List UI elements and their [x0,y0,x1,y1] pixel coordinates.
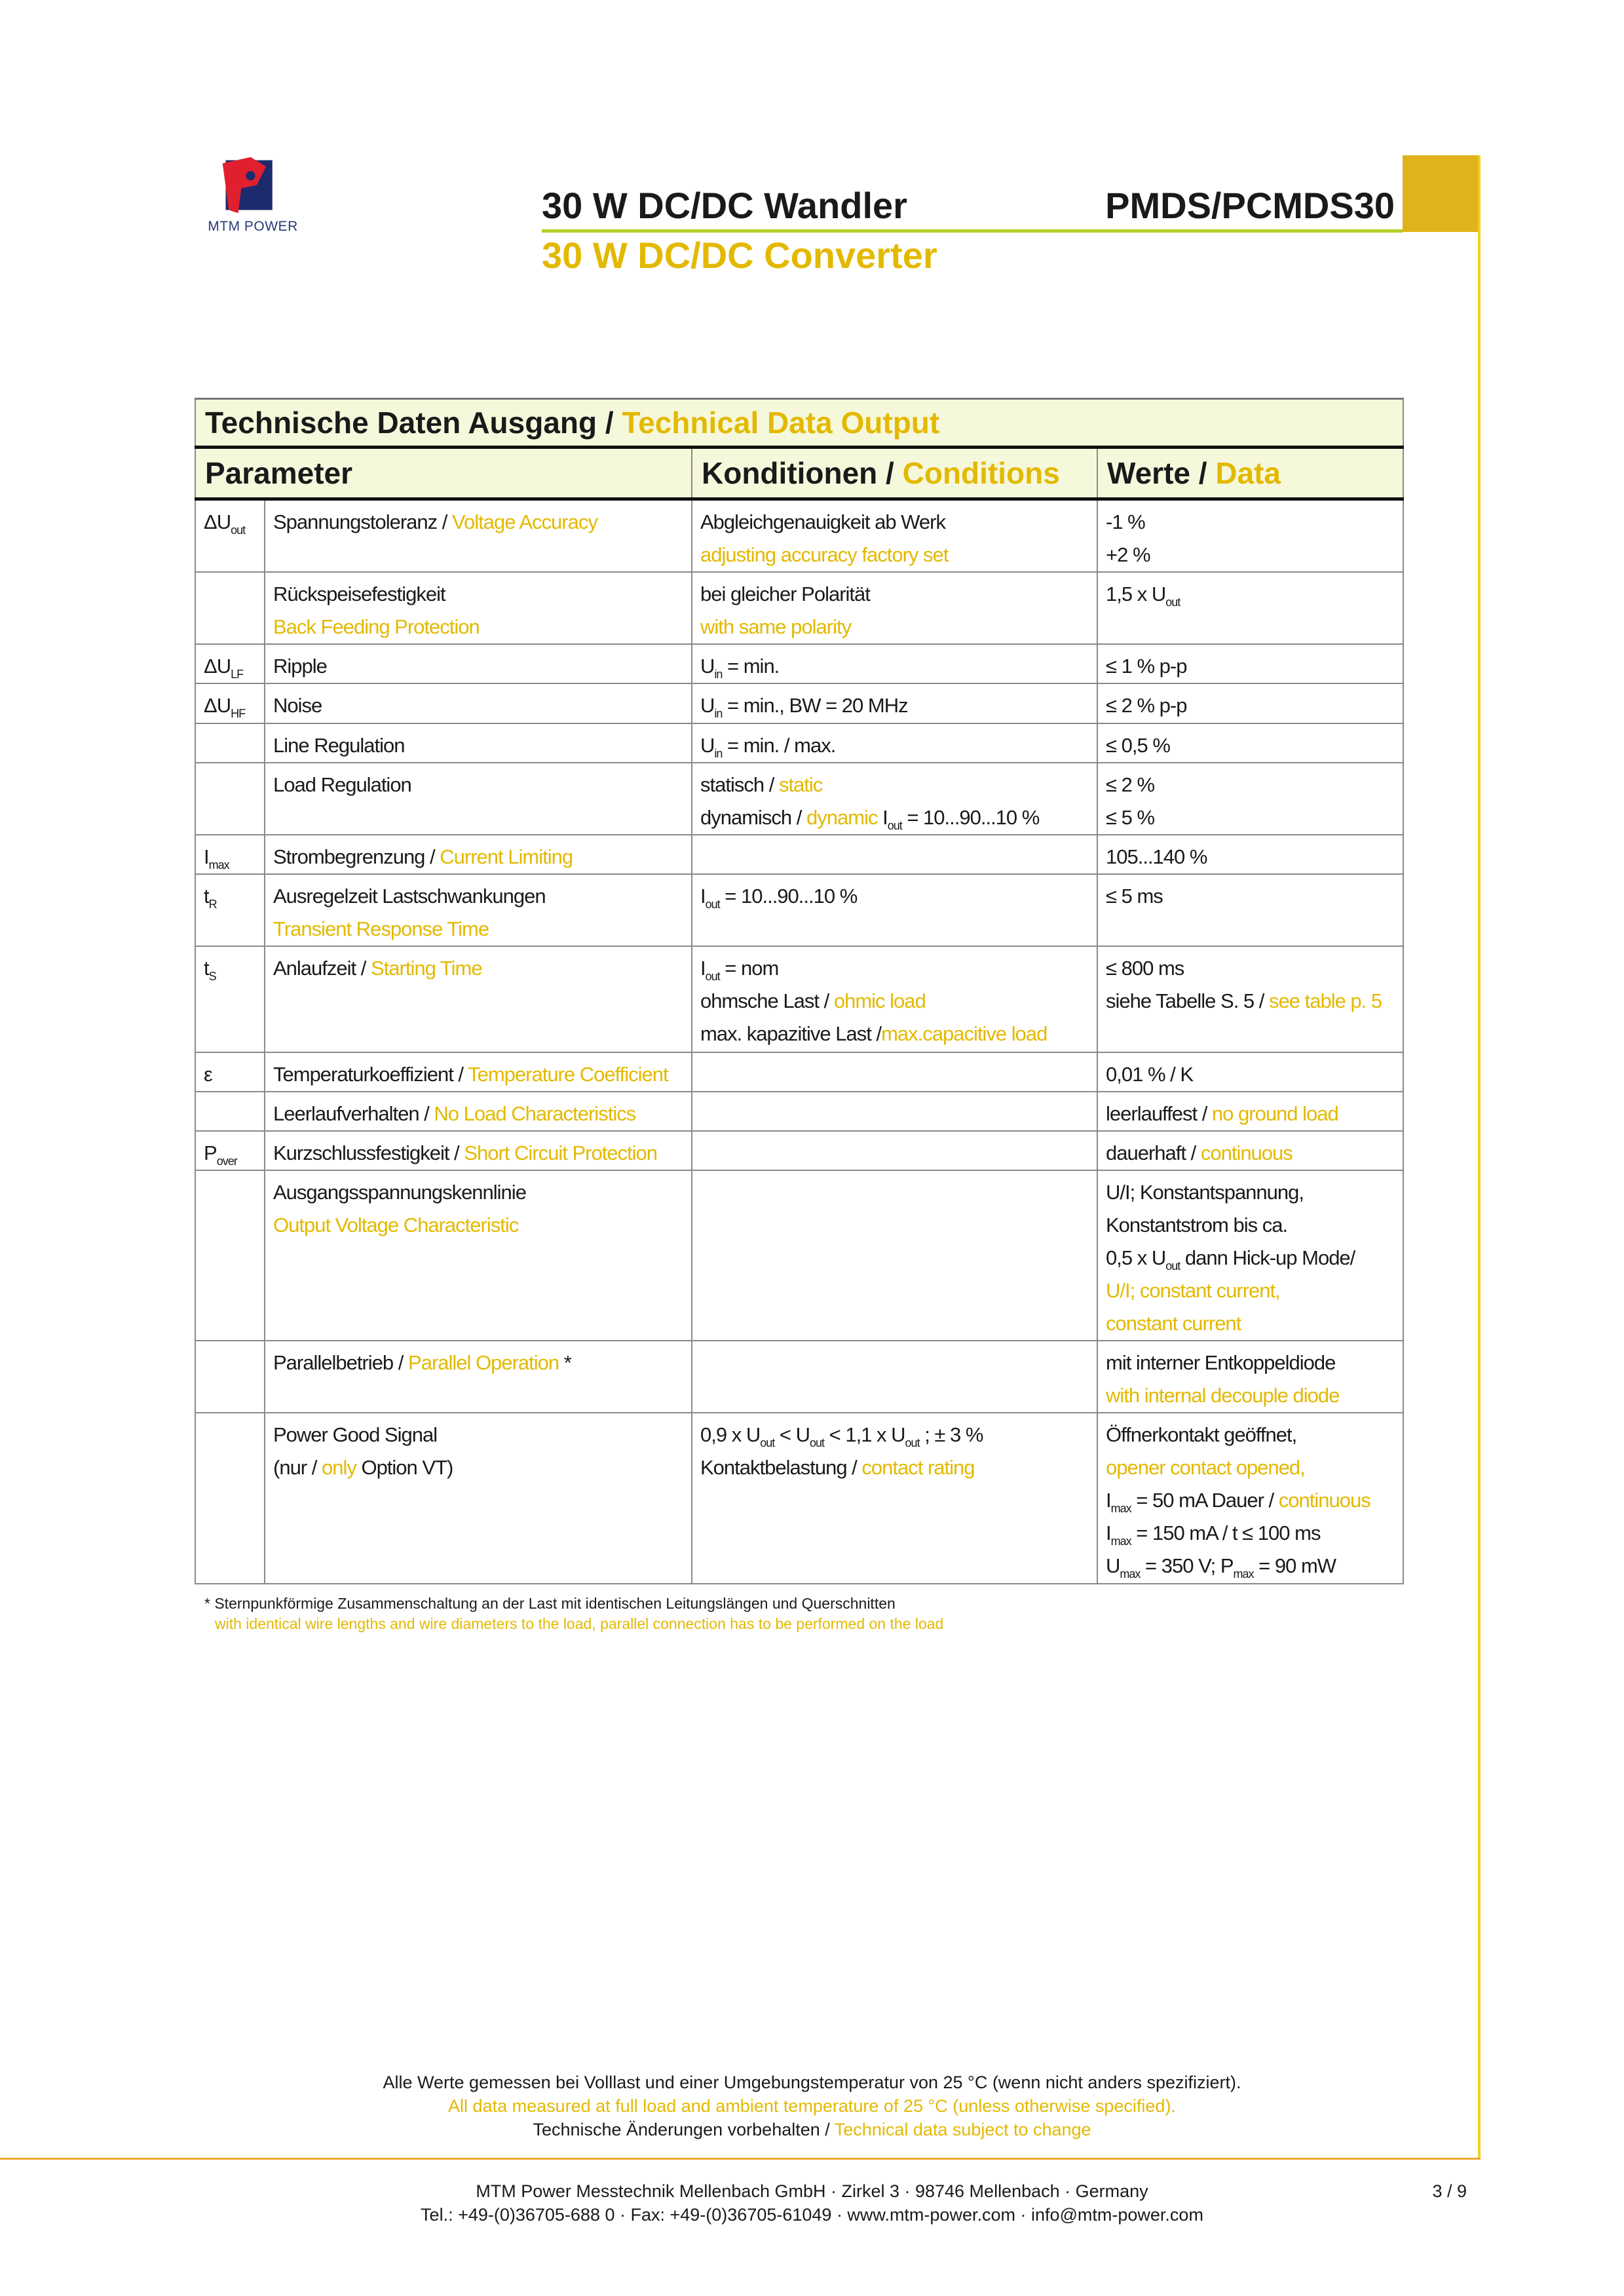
text: I [700,957,706,980]
text: Noise [273,694,322,717]
corner-accent-block [1403,155,1479,232]
cell-line [700,1451,1089,1484]
text: ≤ 2 % p-p [1106,694,1187,717]
cell-line [273,506,683,539]
subscript: out [705,970,720,983]
value-cell [1097,499,1403,573]
text: Temperaturkoeffizient / [273,1063,468,1086]
text: I [1106,1521,1111,1544]
text: Parallelbetrieb / [273,1351,409,1374]
cell-line [273,1451,683,1484]
text: ΔU [204,510,231,533]
subscript: max [208,858,229,871]
company-address [0,2179,1624,2227]
cell-line [273,611,683,643]
subscript: R [208,898,217,911]
symbol-cell [195,644,265,683]
title-german: 30 W DC/DC Wandler [542,185,907,226]
text: I [700,885,706,908]
text: 0,9 x U [700,1423,761,1446]
cell-line [1106,769,1395,801]
conditions-cell [692,763,1097,835]
value-cell [1097,644,1403,683]
text: Load Regulation [273,773,411,796]
text: = 50 mA Dauer / [1131,1489,1279,1512]
cell-line [1106,1484,1395,1517]
text: bei gleicher Polarität [700,583,870,605]
text: I [1106,1489,1111,1512]
cell-line [273,952,683,985]
text: max. kapazitive Last / [700,1022,882,1045]
parameter-cell [265,723,692,763]
english-text: with same polarity [700,615,852,638]
column-header [195,448,692,499]
cell-line [1106,539,1395,571]
table-row [195,723,1403,763]
english-text: opener contact opened, [1106,1456,1305,1479]
cell-line [1106,1379,1395,1412]
text: leerlauffest / [1106,1102,1212,1125]
technical-data-output-table [195,398,1404,1584]
english-text: Voltage Accuracy [452,510,597,533]
cell-line [700,729,1089,762]
english-text: Transient Response Time [273,917,489,940]
cell-line [700,578,1089,611]
text: Technische Daten Ausgang / [205,406,622,440]
cell-line [1106,689,1395,722]
title-english: 30 W DC/DC Converter [542,235,937,276]
text: Öffnerkontakt geöffnet, [1106,1423,1297,1446]
cell-line [1106,729,1395,762]
cell-line [273,729,683,762]
footer-notes [0,2071,1624,2141]
parameter-cell [265,946,692,1052]
text: +2 % [1106,543,1150,566]
text: = 10...90...10 % [719,885,858,908]
column-header [692,448,1097,499]
table-row [195,1052,1403,1092]
cell-line [700,985,1089,1018]
english-text: Short Circuit Protection [464,1141,658,1164]
value-cell [1097,1092,1403,1131]
subscript: out [1165,596,1180,609]
text: siehe Tabelle S. 5 / [1106,989,1269,1012]
symbol-cell [195,1341,265,1413]
text: ohmsche Last / [700,989,834,1012]
cell-line [700,769,1089,801]
text: dann Hick-up Mode/ [1180,1246,1355,1269]
text: ≤ 5 ms [1106,885,1163,908]
text: -1 % [1106,510,1145,533]
text: ≤ 5 % [1106,806,1155,829]
cell-line [273,1137,683,1170]
subscript: in [714,747,723,760]
text: Konstantstrom bis ca. [1106,1214,1288,1236]
table-section [195,398,1403,1634]
table-row [195,683,1403,723]
text: statisch / [700,773,779,796]
subscript: out [887,819,902,832]
english-text: Back Feeding Protection [273,615,480,638]
conditions-cell [692,683,1097,723]
value-cell [1097,1413,1403,1584]
text: * [559,1351,571,1374]
subscript: out [809,1436,824,1449]
symbol-cell [195,723,265,763]
conditions-cell [692,1170,1097,1341]
cell-line [700,611,1089,643]
text: U [700,655,715,678]
symbol-cell [195,946,265,1052]
english-text: Technical Data Output [622,406,940,440]
subscript: max [1110,1502,1131,1515]
text: Konditionen / [702,456,903,490]
value-cell [1097,683,1403,723]
footer-note-german: Alle Werte gemessen bei Volllast und einer Umgebungstemperatur von 25 °C (wenn nicht anders spezifiziert). [383,2073,1241,2092]
cell-line [273,841,683,873]
conditions-cell [692,1092,1097,1131]
text: = 10...90...10 % [901,806,1040,829]
parameter-cell [265,644,692,683]
table-row [195,1131,1403,1170]
footnote [195,1594,1403,1634]
parameter-cell [265,1052,692,1092]
english-text: Parallel Operation [408,1351,559,1374]
changes-note-english: Technical data subject to change [834,2120,1091,2139]
parameter-cell [265,763,692,835]
text: Kurzschlussfestigkeit / [273,1141,464,1164]
symbol-cell [195,763,265,835]
cell-line [273,769,683,801]
english-text: max.capacitive load [881,1022,1048,1045]
text: Ausgangsspannungskennlinie [273,1181,526,1204]
english-text: no ground load [1211,1102,1338,1125]
cell-line [700,506,1089,539]
symbol-cell [195,1052,265,1092]
subscript: out [705,898,720,911]
english-text: ohmic load [833,989,926,1012]
subscript: out [231,524,246,537]
text: Rückspeisefestigkeit [273,583,445,605]
cell-line [700,689,1089,722]
english-text: Current Limiting [440,845,573,868]
address-line: MTM Power Messtechnik Mellenbach GmbH · Zirkel 3 · 98746 Mellenbach · Germany [476,2181,1148,2201]
cell-line [1106,578,1395,611]
value-cell [1097,723,1403,763]
title-divider [542,229,1403,233]
english-text: static [778,773,823,796]
text: Power Good Signal [273,1423,438,1446]
subscript: S [208,970,216,983]
text: ≤ 0,5 % [1106,734,1170,757]
parameter-cell [265,1170,692,1341]
parameter-cell [265,1413,692,1584]
cell-line [273,913,683,946]
cell-line [273,1098,683,1130]
value-cell [1097,1170,1403,1341]
text: t [204,885,209,908]
text: Leerlaufverhalten / [273,1102,434,1125]
cell-line [1106,801,1395,834]
conditions-cell [692,644,1097,683]
text: ≤ 2 % [1106,773,1155,796]
cell-line [273,689,683,722]
text: < U [774,1423,810,1446]
contact-line: Tel.: +49-(0)36705-688 0 · Fax: +49-(0)36705-61049 · www.mtm-power.com · info@mtm-power.com [421,2205,1203,2225]
page-number: 3 / 9 [1432,2181,1467,2201]
text: Werte / [1107,456,1216,490]
cell-line [1106,1550,1395,1582]
subscript: in [714,707,723,720]
table-row [195,763,1403,835]
cell-line [1106,506,1395,539]
model-number: PMDS/PCMDS30 [1105,185,1395,226]
cell-line [1106,1347,1395,1379]
text: I [204,845,209,868]
english-text: Output Voltage Characteristic [273,1214,519,1236]
symbol-cell [195,835,265,874]
text: P [204,1141,217,1164]
value-cell [1097,572,1403,644]
cell-line [1106,1209,1395,1242]
conditions-cell [692,874,1097,946]
text: = min., BW = 20 MHz [722,694,908,717]
cell-line [1106,985,1395,1018]
text: Ausregelzeit Lastschwankungen [273,885,546,908]
conditions-cell [692,1413,1097,1584]
cell-line [1106,650,1395,683]
text: Strombegrenzung / [273,845,440,868]
subscript: max [1233,1567,1254,1580]
table-row [195,499,1403,573]
table-row [195,874,1403,946]
parameter-cell [265,1092,692,1131]
cell-line [1106,1058,1395,1091]
text: Anlaufzeit / [273,957,371,980]
page-border-bottom [0,2158,1481,2160]
table-row [195,1413,1403,1584]
parameter-cell [265,1341,692,1413]
text: U [1106,1554,1120,1577]
cell-line [1106,1176,1395,1209]
page-border-right [1478,155,1481,2159]
english-text: continuous [1278,1489,1370,1512]
cell-line [1106,880,1395,913]
parameter-cell [265,499,692,573]
text: U [700,734,715,757]
text: ΔU [204,694,231,717]
footnote-german: * Sternpunkförmige Zusammenschaltung an der Last mit identischen Leitungslängen und Querschnitten [204,1595,896,1612]
english-text: Conditions [902,456,1060,490]
parameter-cell [265,1131,692,1170]
subscript: max [1120,1567,1141,1580]
text: dynamisch / [700,806,807,829]
cell-line [700,801,1089,834]
parameter-cell [265,572,692,644]
text: = nom [719,957,779,980]
value-cell [1097,835,1403,874]
english-text: only [321,1456,356,1479]
changes-note-german: Technische Änderungen vorbehalten / [533,2120,835,2139]
parameter-cell [265,874,692,946]
cell-line [273,578,683,611]
conditions-cell [692,572,1097,644]
text: = 350 V; P [1140,1554,1234,1577]
column-header [1097,448,1403,499]
cell-line [1106,1098,1395,1130]
english-text: continuous [1200,1141,1293,1164]
text: ; ± 3 % [919,1423,983,1446]
cell-line [1106,841,1395,873]
symbol-cell [195,1170,265,1341]
subscript: over [216,1155,237,1168]
subscript: in [714,668,723,681]
symbol-cell [195,572,265,644]
cell-line [1106,1517,1395,1550]
text: = min. [722,655,780,678]
text: Line Regulation [273,734,405,757]
subscript: out [760,1436,775,1449]
conditions-cell [692,835,1097,874]
cell-line [700,650,1089,683]
english-text: Temperature Coefficient [468,1063,668,1086]
text: ΔU [204,655,231,678]
text: (nur / [273,1456,322,1479]
text: U/I; Konstantspannung, [1106,1181,1304,1204]
text: ε [204,1063,212,1086]
value-cell [1097,763,1403,835]
cell-line [273,880,683,913]
subscript: out [1165,1259,1180,1272]
text: I [877,806,888,829]
cell-line [273,1058,683,1091]
english-text: contact rating [861,1456,975,1479]
text: U [700,694,715,717]
cell-line [1106,1451,1395,1484]
table-row [195,835,1403,874]
table-caption [195,399,1403,448]
table-row [195,644,1403,683]
parameter-cell [265,835,692,874]
table-row [195,946,1403,1052]
english-text: constant current [1106,1312,1241,1335]
text: Parameter [205,456,353,490]
value-cell [1097,874,1403,946]
english-text: U/I; constant current, [1106,1279,1280,1302]
english-text: see table p. 5 [1269,989,1382,1012]
text: = 90 mW [1253,1554,1336,1577]
value-cell [1097,1052,1403,1092]
value-cell [1097,1341,1403,1413]
conditions-cell [692,1131,1097,1170]
cell-line [1106,1307,1395,1340]
cell-line [273,1209,683,1242]
conditions-cell [692,723,1097,763]
text: = min. / max. [722,734,836,757]
text: dauerhaft / [1106,1141,1201,1164]
text: 0,5 x U [1106,1246,1166,1269]
text: Ripple [273,655,327,678]
symbol-cell [195,1092,265,1131]
subscript: LF [231,668,244,681]
symbol-cell [195,874,265,946]
cell-line [273,1347,683,1379]
cell-line [273,1419,683,1451]
text: = 150 mA / t ≤ 100 ms [1131,1521,1321,1544]
symbol-cell [195,1413,265,1584]
symbol-cell [195,1131,265,1170]
symbol-cell [195,499,265,573]
text: 105...140 % [1106,845,1207,868]
cell-line [273,1176,683,1209]
english-text: No Load Characteristics [434,1102,636,1125]
english-text: with internal decouple diode [1106,1384,1340,1407]
cell-line [1106,952,1395,985]
conditions-cell [692,946,1097,1052]
table-row [195,1170,1403,1341]
conditions-cell [692,499,1097,573]
table-row [195,1092,1403,1131]
subscript: max [1110,1535,1131,1548]
table-row [195,1341,1403,1413]
cell-line [1106,1137,1395,1170]
footer-note-english: All data measured at full load and ambient temperature of 25 °C (unless otherwise specified). [448,2096,1176,2116]
text: Abgleichgenauigkeit ab Werk [700,510,945,533]
value-cell [1097,946,1403,1052]
mtm-power-logo [219,154,282,216]
cell-line [700,1419,1089,1451]
text: < 1,1 x U [824,1423,905,1446]
parameter-cell [265,683,692,723]
english-text: adjusting accuracy factory set [700,543,949,566]
conditions-cell [692,1052,1097,1092]
subscript: out [905,1436,920,1449]
english-text: dynamic [806,806,878,829]
symbol-cell [195,683,265,723]
footnote-english: with identical wire lengths and wire diameters to the load, parallel connection has to be performed on the load [215,1615,944,1632]
english-text: Starting Time [370,957,482,980]
value-cell [1097,1131,1403,1170]
english-text: Data [1215,456,1281,490]
text: mit interner Entkoppeldiode [1106,1351,1336,1374]
text: ≤ 800 ms [1106,957,1184,980]
text: t [204,957,209,980]
cell-line [1106,1419,1395,1451]
text: 1,5 x U [1106,583,1166,605]
cell-line [273,650,683,683]
cell-line [1106,1242,1395,1274]
text: ≤ 1 % p-p [1106,655,1187,678]
cell-line [1106,1274,1395,1307]
text: 0,01 % / K [1106,1063,1194,1086]
conditions-cell [692,1341,1097,1413]
subscript: HF [231,707,246,720]
cell-line [700,1018,1089,1050]
text: Spannungstoleranz / [273,510,452,533]
text: Kontaktbelastung / [700,1456,862,1479]
cell-line [700,880,1089,913]
cell-line [700,952,1089,985]
cell-line [700,539,1089,571]
text: Option VT) [356,1456,453,1479]
table-row [195,572,1403,644]
logo-text: MTM POWER [208,219,298,234]
